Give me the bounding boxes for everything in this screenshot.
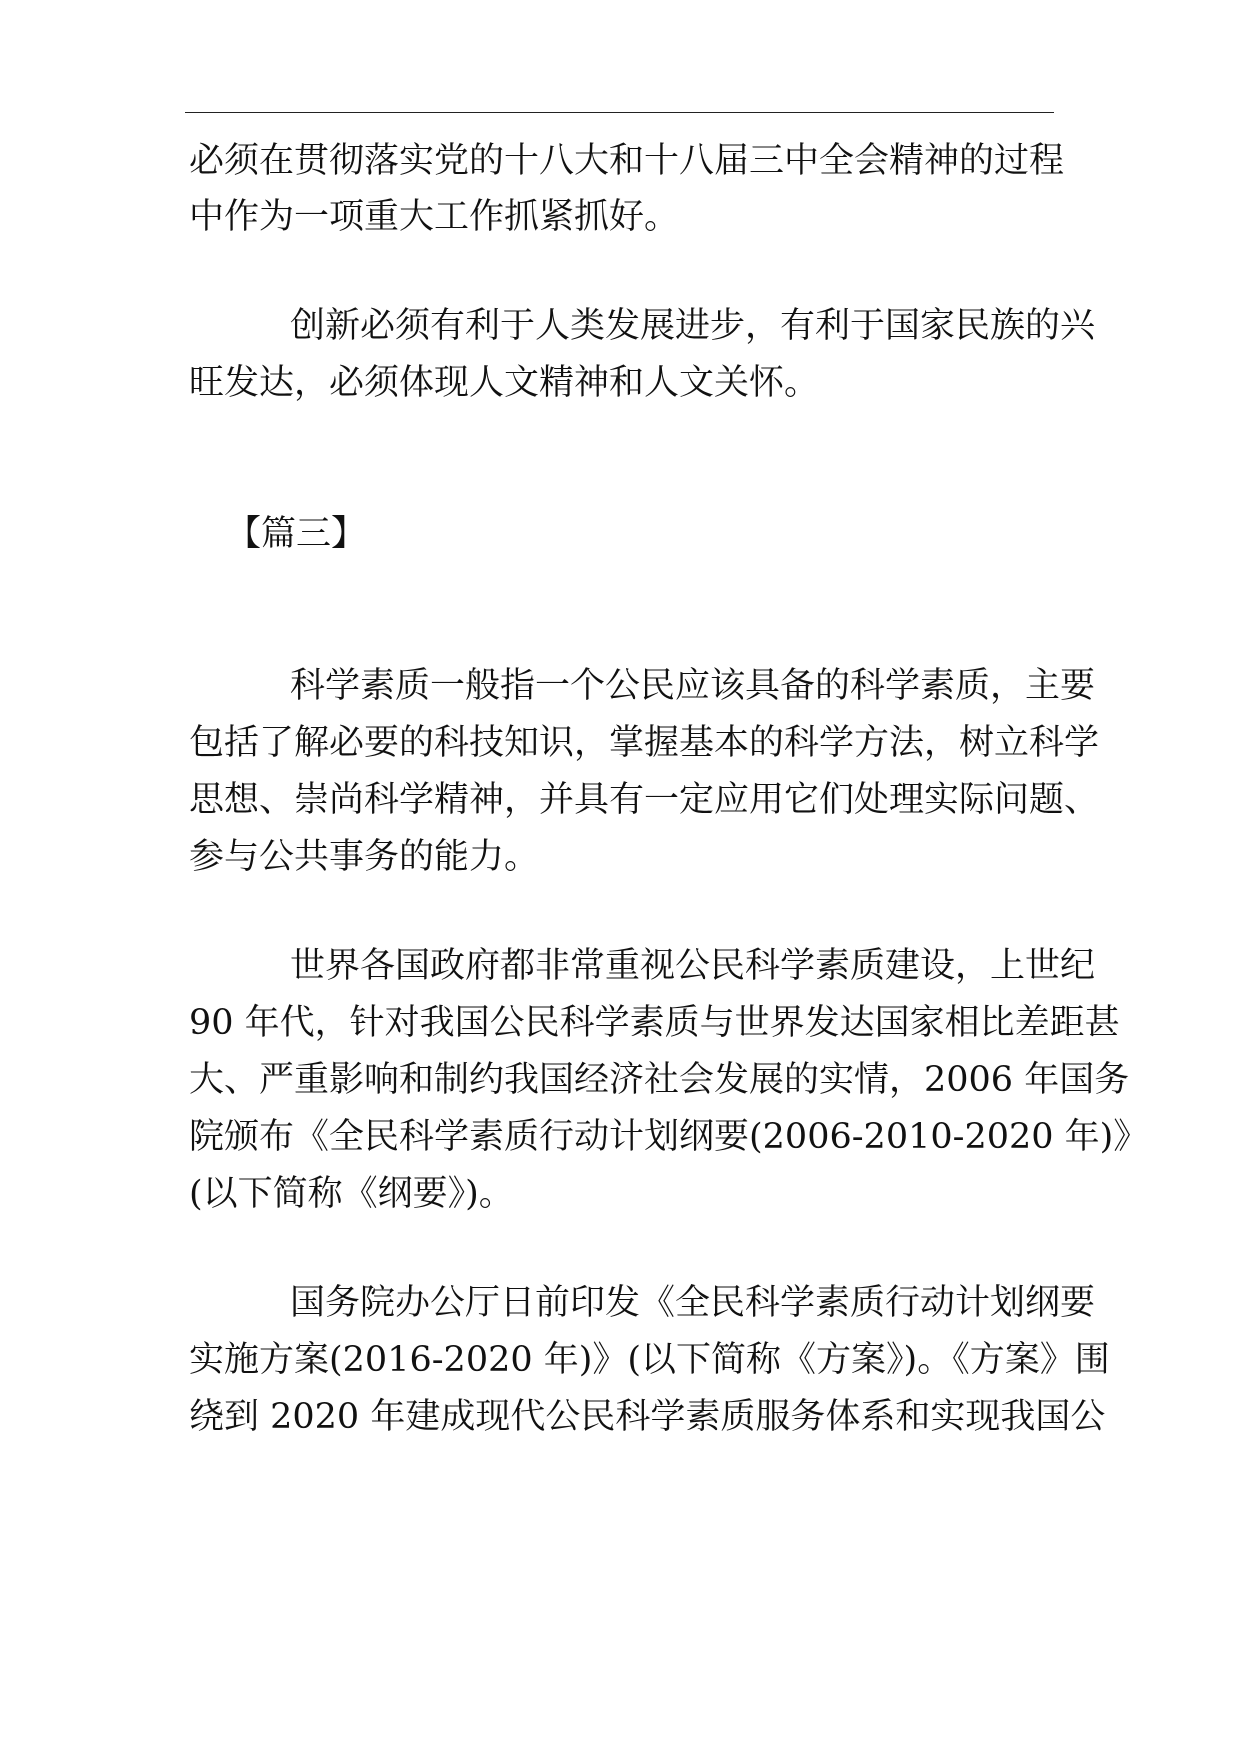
paragraph-4-line-5: (以下简称《纲要》)。 xyxy=(189,1174,514,1214)
section-heading: 【篇三】 xyxy=(226,514,367,554)
paragraph-3-line-1: 科学素质一般指一个公民应该具备的科学素质，主要 xyxy=(290,666,1096,706)
paragraph-5-line-1: 国务院办公厅日前印发《全民科学素质行动计划纲要 xyxy=(290,1283,1096,1323)
paragraph-2-line-2: 旺发达，必须体现人文精神和人文关怀。 xyxy=(189,363,820,403)
paragraph-3-line-2: 包括了解必要的科技知识，掌握基本的科学方法，树立科学 xyxy=(189,723,1100,763)
paragraph-2-line-1: 创新必须有利于人类发展进步，有利于国家民族的兴 xyxy=(290,306,1096,346)
paragraph-3-line-4: 参与公共事务的能力。 xyxy=(189,837,540,877)
paragraph-4-line-4: 院颁布《全民科学素质行动计划纲要(2006-2010-2020 年)》 xyxy=(189,1117,1149,1157)
paragraph-1-line-1: 必须在贯彻落实党的十八大和十八届三中全会精神的过程 xyxy=(189,141,1065,181)
paragraph-1-line-2: 中作为一项重大工作抓紧抓好。 xyxy=(189,197,680,237)
paragraph-4-line-1: 世界各国政府都非常重视公民科学素质建设，上世纪 xyxy=(290,946,1096,986)
header-divider xyxy=(185,112,1054,113)
paragraph-5-line-3: 绕到 2020 年建成现代公民科学素质服务体系和实现我国公 xyxy=(189,1397,1106,1437)
paragraph-5-line-2: 实施方案(2016-2020 年)》(以下简称《方案》)。《方案》围 xyxy=(189,1340,1110,1380)
paragraph-4-line-2: 90 年代，针对我国公民科学素质与世界发达国家相比差距甚 xyxy=(189,1003,1120,1043)
paragraph-4-line-3: 大、严重影响和制约我国经济社会发展的实情，2006 年国务 xyxy=(189,1060,1130,1100)
paragraph-3-line-3: 思想、崇尚科学精神，并具有一定应用它们处理实际问题、 xyxy=(189,780,1100,820)
